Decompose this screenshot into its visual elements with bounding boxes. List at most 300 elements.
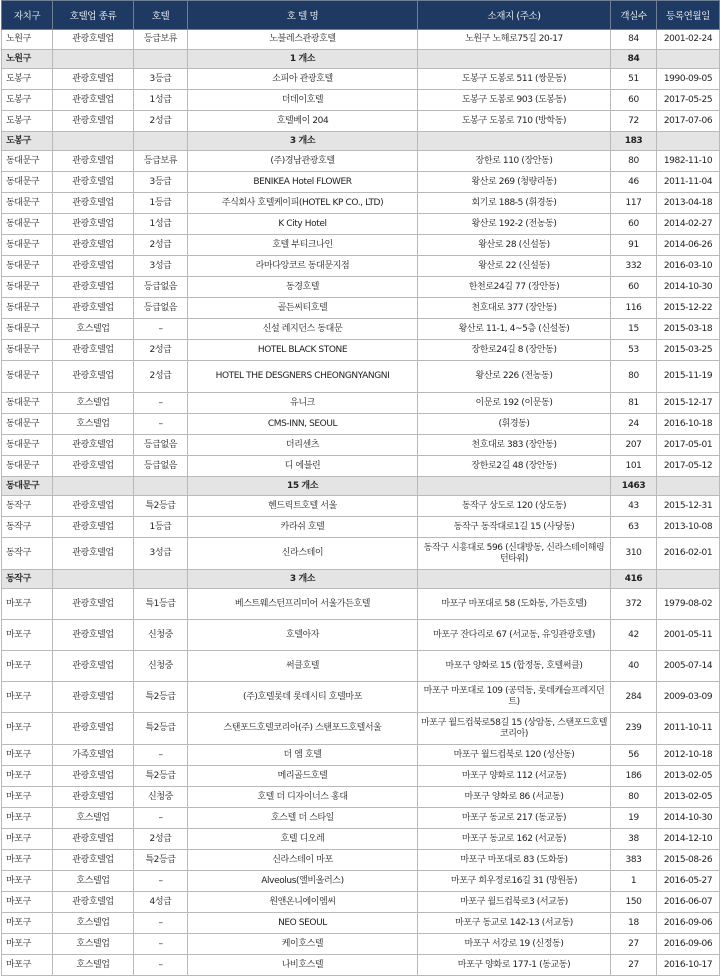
cell-rooms: 81 — [611, 393, 657, 414]
subtotal-count: 1 개소 — [188, 50, 418, 69]
cell-hotel-type: 관광호텔업 — [53, 787, 134, 808]
table-row — [2, 682, 720, 713]
cell-hotel-name: HOTEL BLACK STONE — [188, 340, 418, 361]
cell-hotel-name: CMS-INN, SEOUL — [188, 414, 418, 435]
cell-address: 도봉구 도봉로 903 (도봉동) — [418, 90, 611, 111]
cell-reg-date: 2014-06-26 — [657, 235, 720, 256]
table-row — [2, 414, 720, 435]
cell-hotel-name: 소피아 관광호텔 — [188, 69, 418, 90]
subtotal-empty — [134, 132, 188, 151]
cell-hotel-name: 카라쉬 호텔 — [188, 517, 418, 538]
cell-reg-date: 2016-02-01 — [657, 538, 720, 570]
cell-district: 마포구 — [2, 808, 53, 829]
cell-hotel-name: 메리골드호텔 — [188, 766, 418, 787]
cell-rooms: 239 — [611, 713, 657, 745]
subtotal-empty — [657, 570, 720, 589]
cell-grade: 등급없음 — [134, 277, 188, 298]
cell-address: 마포구 잔다리로 67 (서교동, 유잉관광호텔) — [418, 620, 611, 651]
cell-reg-date: 2014-02-27 — [657, 214, 720, 235]
cell-rooms: 27 — [611, 955, 657, 976]
cell-reg-date: 2015-11-19 — [657, 361, 720, 393]
table-row — [2, 538, 720, 570]
table-row — [2, 90, 720, 111]
table-row — [2, 319, 720, 340]
cell-district: 동대문구 — [2, 256, 53, 277]
cell-hotel-type: 관광호텔업 — [53, 151, 134, 172]
cell-address: 장한로 110 (장안동) — [418, 151, 611, 172]
table-row — [2, 871, 720, 892]
cell-hotel-type: 관광호텔업 — [53, 361, 134, 393]
subtotal-empty — [418, 570, 611, 589]
cell-grade: 특2등급 — [134, 850, 188, 871]
table-row — [2, 214, 720, 235]
cell-reg-date: 2017-05-12 — [657, 456, 720, 477]
cell-rooms: 27 — [611, 934, 657, 955]
cell-address: 마포구 마포대로 109 (공덕동, 롯데캐슬프레지던트) — [418, 682, 611, 713]
table-row — [2, 361, 720, 393]
cell-reg-date: 2014-10-30 — [657, 277, 720, 298]
cell-district: 동작구 — [2, 538, 53, 570]
cell-reg-date: 2015-03-25 — [657, 340, 720, 361]
cell-hotel-type: 호스텔업 — [53, 319, 134, 340]
subtotal-empty — [134, 477, 188, 496]
subtotal-empty — [134, 50, 188, 69]
cell-hotel-type: 관광호텔업 — [53, 829, 134, 850]
cell-address: 천호대로 377 (장안동) — [418, 298, 611, 319]
cell-grade: 2성급 — [134, 829, 188, 850]
cell-hotel-type: 관광호텔업 — [53, 256, 134, 277]
cell-grade: – — [134, 871, 188, 892]
cell-hotel-name: 호텔베이 204 — [188, 111, 418, 132]
cell-address: 왕산로 28 (신설동) — [418, 235, 611, 256]
cell-reg-date: 2015-12-17 — [657, 393, 720, 414]
cell-hotel-type: 관광호텔업 — [53, 456, 134, 477]
cell-district: 동작구 — [2, 496, 53, 517]
cell-rooms: 19 — [611, 808, 657, 829]
subtotal-empty — [418, 50, 611, 69]
table-row — [2, 651, 720, 682]
cell-address: 왕산로 269 (청량리동) — [418, 172, 611, 193]
cell-rooms: 72 — [611, 111, 657, 132]
subtotal-count: 15 개소 — [188, 477, 418, 496]
table-row — [2, 111, 720, 132]
cell-reg-date: 2016-06-07 — [657, 892, 720, 913]
cell-hotel-type: 호스텔업 — [53, 934, 134, 955]
subtotal-count: 3 개소 — [188, 132, 418, 151]
subtotal-empty — [53, 477, 134, 496]
cell-district: 동대문구 — [2, 235, 53, 256]
cell-address: 마포구 희우정로16길 31 (망원동) — [418, 871, 611, 892]
cell-hotel-name: Alveolus(앨비올러스) — [188, 871, 418, 892]
cell-address: 동작구 시흥대로 596 (신대방동, 신라스테이해링턴타워) — [418, 538, 611, 570]
cell-hotel-name: 더 엠 호텔 — [188, 745, 418, 766]
cell-grade: 2성급 — [134, 340, 188, 361]
cell-district: 마포구 — [2, 787, 53, 808]
cell-district: 동대문구 — [2, 277, 53, 298]
cell-address: 왕산로 226 (전농동) — [418, 361, 611, 393]
cell-district: 마포구 — [2, 829, 53, 850]
cell-hotel-type: 관광호텔업 — [53, 435, 134, 456]
cell-address: 마포구 월드컵북로 120 (성산동) — [418, 745, 611, 766]
cell-hotel-type: 관광호텔업 — [53, 214, 134, 235]
cell-grade: 등급보류 — [134, 30, 188, 50]
cell-reg-date: 2016-03-10 — [657, 256, 720, 277]
cell-address: 도봉구 도봉로 511 (쌍문동) — [418, 69, 611, 90]
cell-reg-date: 2016-09-06 — [657, 934, 720, 955]
subtotal-count: 3 개소 — [188, 570, 418, 589]
cell-reg-date: 2012-10-18 — [657, 745, 720, 766]
subtotal-empty — [53, 50, 134, 69]
cell-grade: 2성급 — [134, 235, 188, 256]
subtotal-rooms: 84 — [611, 50, 657, 69]
cell-district: 동대문구 — [2, 393, 53, 414]
cell-rooms: 56 — [611, 745, 657, 766]
table-row — [2, 30, 720, 50]
cell-hotel-type: 호스텔업 — [53, 913, 134, 934]
subtotal-district: 도봉구 — [2, 132, 53, 151]
cell-district: 마포구 — [2, 871, 53, 892]
cell-district: 마포구 — [2, 913, 53, 934]
cell-address: 천호대로 383 (장안동) — [418, 435, 611, 456]
cell-district: 동대문구 — [2, 435, 53, 456]
cell-reg-date: 1982-11-10 — [657, 151, 720, 172]
cell-hotel-type: 호스텔업 — [53, 808, 134, 829]
cell-grade: – — [134, 414, 188, 435]
cell-rooms: 284 — [611, 682, 657, 713]
cell-district: 동대문구 — [2, 172, 53, 193]
cell-hotel-type: 관광호텔업 — [53, 235, 134, 256]
cell-reg-date: 2015-08-26 — [657, 850, 720, 871]
cell-grade: 특2등급 — [134, 682, 188, 713]
cell-address: 회기로 188-5 (휘경동) — [418, 193, 611, 214]
cell-rooms: 150 — [611, 892, 657, 913]
cell-address: 왕산로 192-2 (전농동) — [418, 214, 611, 235]
cell-hotel-name: 주식회사 호텔케이피(HOTEL KP CO., LTD) — [188, 193, 418, 214]
cell-grade: 3등급 — [134, 172, 188, 193]
cell-rooms: 43 — [611, 496, 657, 517]
table-row — [2, 934, 720, 955]
cell-grade: – — [134, 955, 188, 976]
cell-district: 도봉구 — [2, 90, 53, 111]
cell-district: 마포구 — [2, 682, 53, 713]
table-row — [2, 393, 720, 414]
subtotal-district: 동작구 — [2, 570, 53, 589]
cell-district: 동대문구 — [2, 456, 53, 477]
cell-hotel-type: 관광호텔업 — [53, 538, 134, 570]
cell-grade: 등급보류 — [134, 151, 188, 172]
cell-hotel-name: NEO SEOUL — [188, 913, 418, 934]
cell-address: 마포구 월드컵북로3 (서교동) — [418, 892, 611, 913]
table-row — [2, 913, 720, 934]
header-hotel-type: 호텔업 종류 — [53, 1, 134, 30]
cell-hotel-name: 호스텔 더 스타일 — [188, 808, 418, 829]
cell-address: 도봉구 도봉로 710 (방학동) — [418, 111, 611, 132]
cell-hotel-name: 더데이호텔 — [188, 90, 418, 111]
cell-reg-date: 2015-12-22 — [657, 298, 720, 319]
cell-district: 동대문구 — [2, 414, 53, 435]
cell-hotel-name: 신라스테이 마포 — [188, 850, 418, 871]
table-body — [2, 30, 720, 976]
cell-reg-date: 2011-11-04 — [657, 172, 720, 193]
cell-rooms: 80 — [611, 787, 657, 808]
cell-hotel-type: 관광호텔업 — [53, 892, 134, 913]
table-row — [2, 955, 720, 976]
cell-hotel-name: 호텔 부티크나인 — [188, 235, 418, 256]
cell-hotel-type: 관광호텔업 — [53, 30, 134, 50]
table-row — [2, 808, 720, 829]
cell-grade: 특2등급 — [134, 713, 188, 745]
cell-address: 마포구 양화로 177-1 (동교동) — [418, 955, 611, 976]
cell-hotel-name: 라마다앙코르 동대문지점 — [188, 256, 418, 277]
header-district: 자치구 — [2, 1, 53, 30]
subtotal-empty — [418, 477, 611, 496]
cell-address: 마포구 마포대로 83 (도화동) — [418, 850, 611, 871]
cell-hotel-name: K City Hotel — [188, 214, 418, 235]
cell-district: 마포구 — [2, 934, 53, 955]
cell-reg-date: 2016-09-06 — [657, 913, 720, 934]
cell-reg-date: 2016-05-27 — [657, 871, 720, 892]
cell-hotel-name: 스탠포드호텔코리아(주) 스탠포드호텔서울 — [188, 713, 418, 745]
cell-address: 동작구 상도로 120 (상도동) — [418, 496, 611, 517]
cell-hotel-name: 베스트웨스턴프리미어 서울가든호텔 — [188, 589, 418, 620]
table-row — [2, 517, 720, 538]
cell-address: 마포구 양화로 86 (서교동) — [418, 787, 611, 808]
subtotal-empty — [53, 132, 134, 151]
cell-hotel-type: 관광호텔업 — [53, 517, 134, 538]
cell-hotel-name: 더리센츠 — [188, 435, 418, 456]
cell-grade: 1성급 — [134, 90, 188, 111]
table-header — [2, 1, 720, 30]
cell-hotel-type: 관광호텔업 — [53, 620, 134, 651]
table-row — [2, 340, 720, 361]
subtotal-rooms: 1463 — [611, 477, 657, 496]
table-row — [2, 298, 720, 319]
cell-grade: 2성급 — [134, 361, 188, 393]
cell-address: 한천로24길 77 (장안동) — [418, 277, 611, 298]
cell-rooms: 80 — [611, 151, 657, 172]
cell-hotel-type: 관광호텔업 — [53, 172, 134, 193]
cell-rooms: 117 — [611, 193, 657, 214]
cell-hotel-type: 관광호텔업 — [53, 682, 134, 713]
cell-hotel-type: 관광호텔업 — [53, 589, 134, 620]
cell-hotel-type: 관광호텔업 — [53, 340, 134, 361]
cell-rooms: 186 — [611, 766, 657, 787]
cell-reg-date: 2016-10-18 — [657, 414, 720, 435]
cell-reg-date: 2001-02-24 — [657, 30, 720, 50]
table-row — [2, 620, 720, 651]
cell-district: 마포구 — [2, 651, 53, 682]
cell-grade: 신청중 — [134, 651, 188, 682]
subtotal-row — [2, 477, 720, 496]
cell-grade: 1성급 — [134, 214, 188, 235]
cell-hotel-type: 호스텔업 — [53, 871, 134, 892]
subtotal-empty — [134, 570, 188, 589]
cell-address: 이문로 192 (이문동) — [418, 393, 611, 414]
table-row — [2, 456, 720, 477]
cell-rooms: 1 — [611, 871, 657, 892]
cell-rooms: 80 — [611, 361, 657, 393]
cell-rooms: 207 — [611, 435, 657, 456]
cell-grade: 신청중 — [134, 620, 188, 651]
cell-grade: 3성급 — [134, 538, 188, 570]
table-row — [2, 277, 720, 298]
table-row — [2, 745, 720, 766]
cell-hotel-type: 관광호텔업 — [53, 496, 134, 517]
cell-hotel-type: 관광호텔업 — [53, 193, 134, 214]
cell-rooms: 116 — [611, 298, 657, 319]
cell-address: 왕산로 22 (신설동) — [418, 256, 611, 277]
table-row — [2, 766, 720, 787]
cell-district: 마포구 — [2, 620, 53, 651]
cell-grade: – — [134, 934, 188, 955]
table-row — [2, 850, 720, 871]
cell-district: 마포구 — [2, 766, 53, 787]
cell-hotel-type: 호스텔업 — [53, 393, 134, 414]
cell-address: 노원구 노해로75길 20-17 — [418, 30, 611, 50]
cell-hotel-type: 관광호텔업 — [53, 111, 134, 132]
cell-grade: 3등급 — [134, 69, 188, 90]
cell-reg-date: 1979-08-02 — [657, 589, 720, 620]
cell-grade: 신청중 — [134, 787, 188, 808]
cell-hotel-name: 신설 레지던스 동대문 — [188, 319, 418, 340]
cell-district: 동작구 — [2, 517, 53, 538]
cell-hotel-type: 호스텔업 — [53, 955, 134, 976]
cell-hotel-name: 신라스테이 — [188, 538, 418, 570]
cell-grade: 4성급 — [134, 892, 188, 913]
cell-hotel-type: 관광호텔업 — [53, 277, 134, 298]
cell-reg-date: 1990-09-05 — [657, 69, 720, 90]
cell-rooms: 101 — [611, 456, 657, 477]
cell-address: 마포구 양화로 112 (서교동) — [418, 766, 611, 787]
cell-rooms: 15 — [611, 319, 657, 340]
cell-address: (휘경동) — [418, 414, 611, 435]
header-address: 소재지 (주소) — [418, 1, 611, 30]
cell-grade: 1등급 — [134, 517, 188, 538]
cell-rooms: 60 — [611, 90, 657, 111]
header-rooms: 객실수 — [611, 1, 657, 30]
subtotal-empty — [418, 132, 611, 151]
cell-reg-date: 2011-10-11 — [657, 713, 720, 745]
cell-hotel-name: 헨드릭트호텔 서울 — [188, 496, 418, 517]
cell-district: 마포구 — [2, 589, 53, 620]
cell-rooms: 40 — [611, 651, 657, 682]
cell-district: 마포구 — [2, 955, 53, 976]
cell-hotel-type: 호스텔업 — [53, 414, 134, 435]
subtotal-empty — [657, 132, 720, 151]
cell-hotel-name: HOTEL THE DESGNERS CHEONGNYANGNI — [188, 361, 418, 393]
cell-district: 동대문구 — [2, 214, 53, 235]
subtotal-empty — [657, 50, 720, 69]
table-row — [2, 829, 720, 850]
subtotal-rooms: 183 — [611, 132, 657, 151]
cell-grade: – — [134, 319, 188, 340]
cell-address: 장한로2길 48 (장안동) — [418, 456, 611, 477]
cell-reg-date: 2014-10-30 — [657, 808, 720, 829]
subtotal-district: 노원구 — [2, 50, 53, 69]
cell-address: 마포구 양화로 15 (합정동, 호텔써클) — [418, 651, 611, 682]
cell-rooms: 91 — [611, 235, 657, 256]
cell-grade: 3성급 — [134, 256, 188, 277]
cell-district: 동대문구 — [2, 298, 53, 319]
cell-hotel-type: 관광호텔업 — [53, 69, 134, 90]
cell-grade: – — [134, 745, 188, 766]
cell-rooms: 60 — [611, 214, 657, 235]
cell-hotel-name: 유니크 — [188, 393, 418, 414]
cell-hotel-name: 동경호텔 — [188, 277, 418, 298]
cell-hotel-name: 호텔 디오레 — [188, 829, 418, 850]
cell-hotel-name: 노블레스관광호텔 — [188, 30, 418, 50]
cell-rooms: 53 — [611, 340, 657, 361]
cell-district: 마포구 — [2, 713, 53, 745]
table-row — [2, 892, 720, 913]
cell-district: 동대문구 — [2, 151, 53, 172]
cell-reg-date: 2013-10-08 — [657, 517, 720, 538]
cell-address: 왕산로 11-1, 4~5층 (신설동) — [418, 319, 611, 340]
cell-address: 동작구 동작대로1길 15 (사당동) — [418, 517, 611, 538]
table-row — [2, 193, 720, 214]
cell-reg-date: 2017-07-06 — [657, 111, 720, 132]
table-row — [2, 172, 720, 193]
cell-rooms: 51 — [611, 69, 657, 90]
cell-grade: 2성급 — [134, 111, 188, 132]
cell-reg-date: 2005-07-14 — [657, 651, 720, 682]
table-row — [2, 235, 720, 256]
cell-hotel-name: 원앤온니에이엠씨 — [188, 892, 418, 913]
cell-address: 마포구 서강로 19 (신정동) — [418, 934, 611, 955]
cell-reg-date: 2014-12-10 — [657, 829, 720, 850]
cell-reg-date: 2017-05-25 — [657, 90, 720, 111]
cell-reg-date: 2015-12-31 — [657, 496, 720, 517]
cell-reg-date: 2013-04-18 — [657, 193, 720, 214]
cell-reg-date: 2013-02-05 — [657, 766, 720, 787]
cell-rooms: 310 — [611, 538, 657, 570]
cell-hotel-type: 관광호텔업 — [53, 850, 134, 871]
cell-reg-date: 2016-10-17 — [657, 955, 720, 976]
cell-rooms: 84 — [611, 30, 657, 50]
cell-rooms: 63 — [611, 517, 657, 538]
cell-hotel-name: 골든씨티호텔 — [188, 298, 418, 319]
cell-grade: 등급없음 — [134, 456, 188, 477]
hotel-registry-table — [1, 0, 720, 976]
cell-rooms: 383 — [611, 850, 657, 871]
header-reg-date: 등록연월일 — [657, 1, 720, 30]
cell-address: 마포구 동교로 162 (서교동) — [418, 829, 611, 850]
cell-grade: 특1등급 — [134, 589, 188, 620]
table-row — [2, 256, 720, 277]
header-row — [2, 1, 720, 30]
cell-hotel-type: 관광호텔업 — [53, 713, 134, 745]
cell-district: 동대문구 — [2, 340, 53, 361]
cell-grade: – — [134, 393, 188, 414]
cell-hotel-name: BENIKEA Hotel FLOWER — [188, 172, 418, 193]
header-grade: 호텔 — [134, 1, 188, 30]
subtotal-row — [2, 570, 720, 589]
cell-grade: 1등급 — [134, 193, 188, 214]
cell-district: 마포구 — [2, 892, 53, 913]
subtotal-rooms: 416 — [611, 570, 657, 589]
table-row — [2, 151, 720, 172]
table-row — [2, 713, 720, 745]
cell-rooms: 332 — [611, 256, 657, 277]
cell-hotel-name: (주)호텔롯데 롯데시티 호텔마포 — [188, 682, 418, 713]
cell-district: 마포구 — [2, 850, 53, 871]
cell-district: 동대문구 — [2, 361, 53, 393]
table-row — [2, 496, 720, 517]
cell-district: 동대문구 — [2, 319, 53, 340]
cell-hotel-name: 호텔아자 — [188, 620, 418, 651]
cell-district: 도봉구 — [2, 69, 53, 90]
cell-hotel-type: 관광호텔업 — [53, 298, 134, 319]
